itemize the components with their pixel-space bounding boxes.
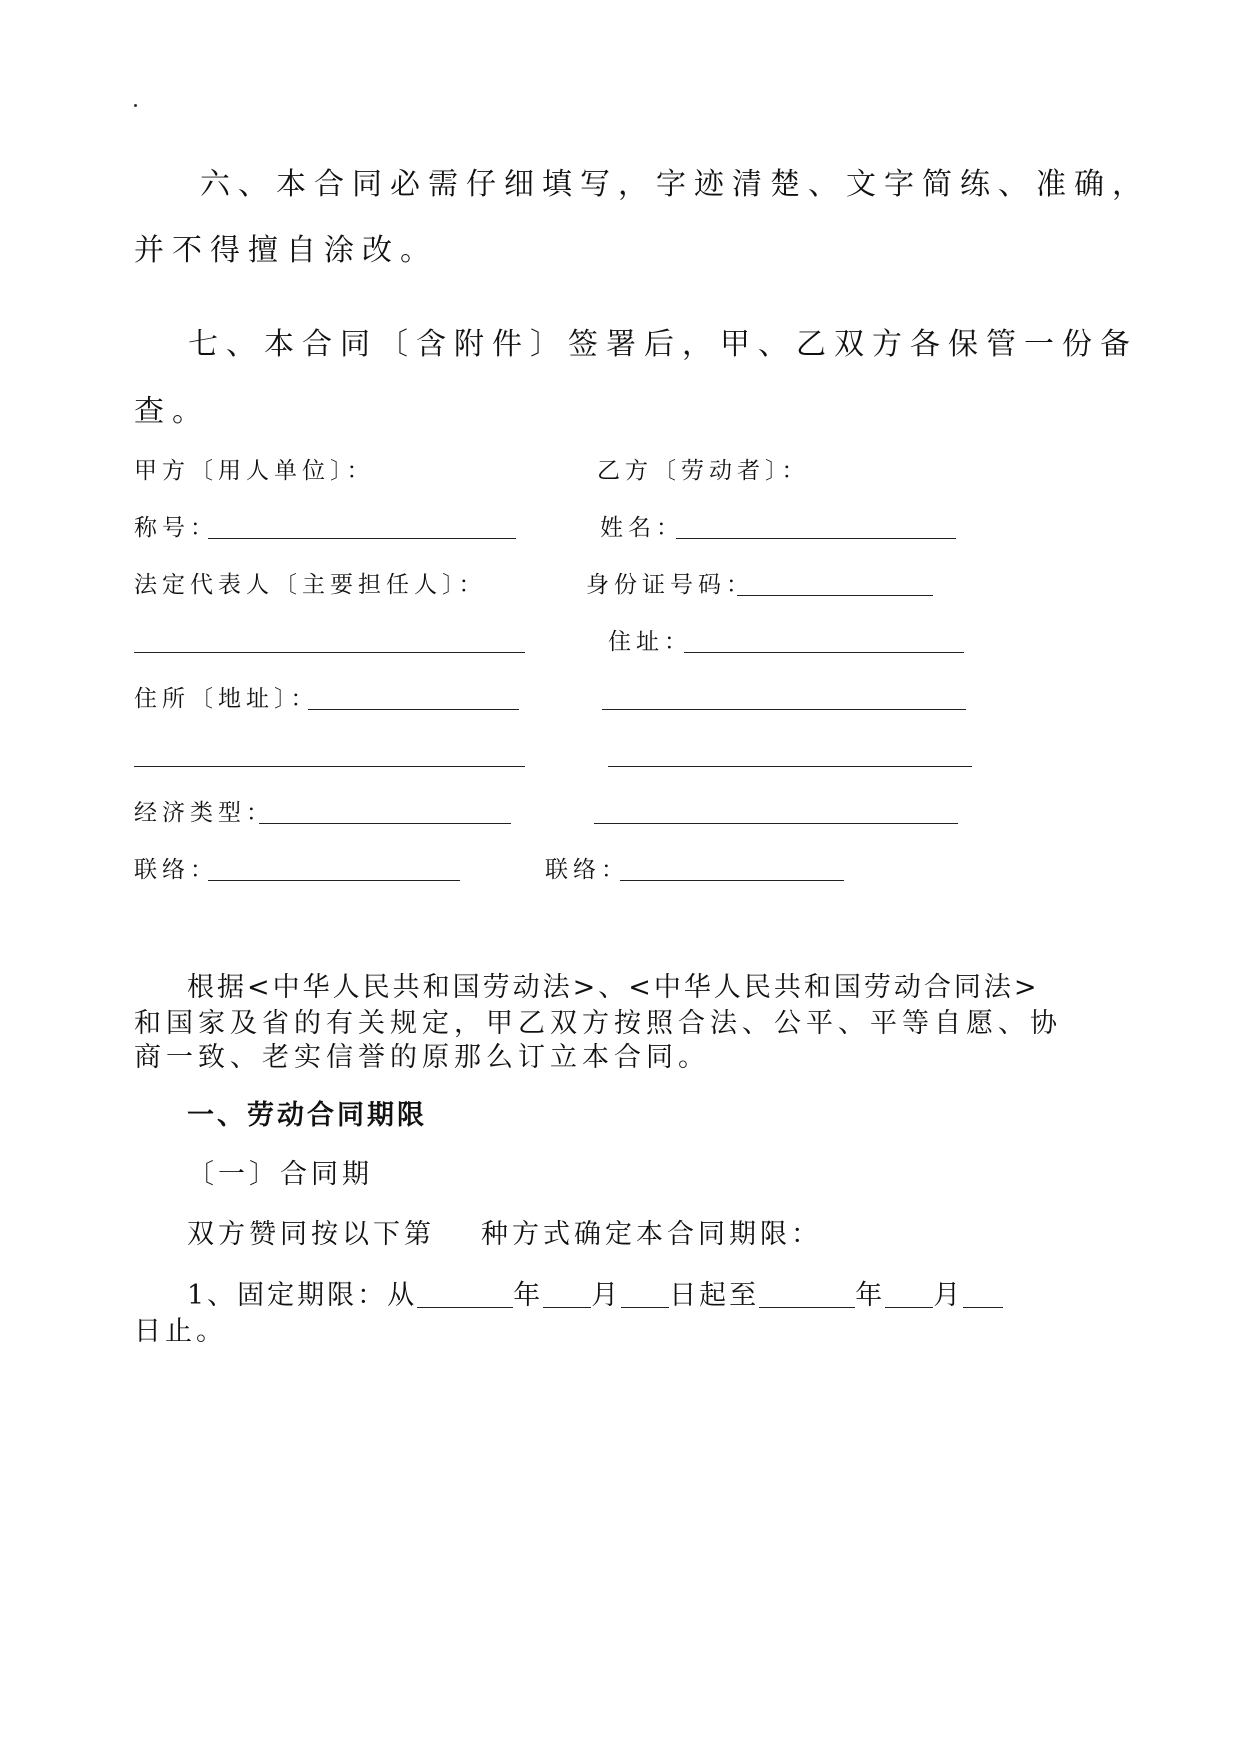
clause7-line1: 七、本合同〔含附件〕签署后，甲、乙双方各保管一份备 [188,327,1138,362]
party-a-economic-type-field[interactable] [259,823,511,824]
party-b-id-field[interactable] [737,595,933,596]
party-b-heading: 乙方〔劳动者〕： [597,458,810,484]
preamble-line2: 和国家及省的有关规定，甲乙双方按照合法、公平、平等自愿、协 [134,1008,1062,1039]
start-year-field[interactable] [417,1281,513,1308]
clause6-line2: 并不得擅自涂改。 [134,233,438,268]
end-day-field[interactable] [963,1281,1003,1308]
end-year-label: 年 [855,1280,886,1311]
fixed-term-prefix: 1、固定期限：从 [187,1280,418,1311]
end-month-label: 月 [933,1280,964,1311]
party-b-extra-field[interactable] [594,823,958,824]
end-year-field[interactable] [759,1281,855,1308]
party-b-address-field[interactable] [684,652,964,653]
section1-sub1: 〔一〕合同期 [187,1159,373,1190]
start-year-label: 年 [513,1280,544,1311]
fixed-term-line [187,1281,1003,1309]
party-a-name-label: 称号： [134,515,218,541]
party-b-id-label: 身份证号码： [586,572,754,598]
party-a-economic-type-label: 经济类型： [134,800,274,826]
start-day-field[interactable] [621,1281,669,1308]
start-month-label: 月 [591,1280,622,1311]
party-a-address-field[interactable] [308,709,519,710]
party-b-address-field-2[interactable] [602,709,966,710]
party-a-heading: 甲方〔用人单位〕： [134,458,375,484]
margin-dot [134,104,137,107]
party-a-contact-field[interactable] [208,880,460,881]
end-month-field[interactable] [885,1281,933,1308]
party-a-contact-label: 联络： [134,857,218,883]
clause7-line2: 查。 [134,394,210,429]
party-a-address-label: 住所〔地址〕： [134,686,319,712]
party-a-address-field-2[interactable] [134,766,525,767]
section1-agree-b: 种方式确定本合同期限： [481,1219,822,1250]
party-b-contact-field[interactable] [620,880,844,881]
party-b-address-field-3[interactable] [608,766,972,767]
section1-title: 一、劳动合同期限 [187,1100,427,1131]
party-a-legal-rep-label: 法定代表人〔主要担任人〕： [134,572,487,598]
party-b-address-label: 住址： [608,629,692,655]
party-b-contact-label: 联络： [545,857,629,883]
party-a-legal-rep-field[interactable] [134,652,525,653]
party-b-name-label: 姓名： [600,515,684,541]
party-a-name-field[interactable] [208,538,516,539]
start-month-field[interactable] [543,1281,591,1308]
section1-agree-a: 双方赞同按以下第 [187,1219,435,1250]
start-day-label: 日起至 [669,1280,760,1311]
preamble-line3: 商一致、老实信誉的原那么订立本合同。 [134,1042,710,1073]
clause6-line1: 六、本合同必需仔细填写，字迹清楚、文字简练、准确， [200,167,1150,202]
fixed-term-end: 日止。 [134,1316,227,1347]
party-b-name-field[interactable] [676,538,956,539]
preamble-line1: 根据<中华人民共和国劳动法>、<中华人民共和国劳动合同法> [187,972,1040,1003]
